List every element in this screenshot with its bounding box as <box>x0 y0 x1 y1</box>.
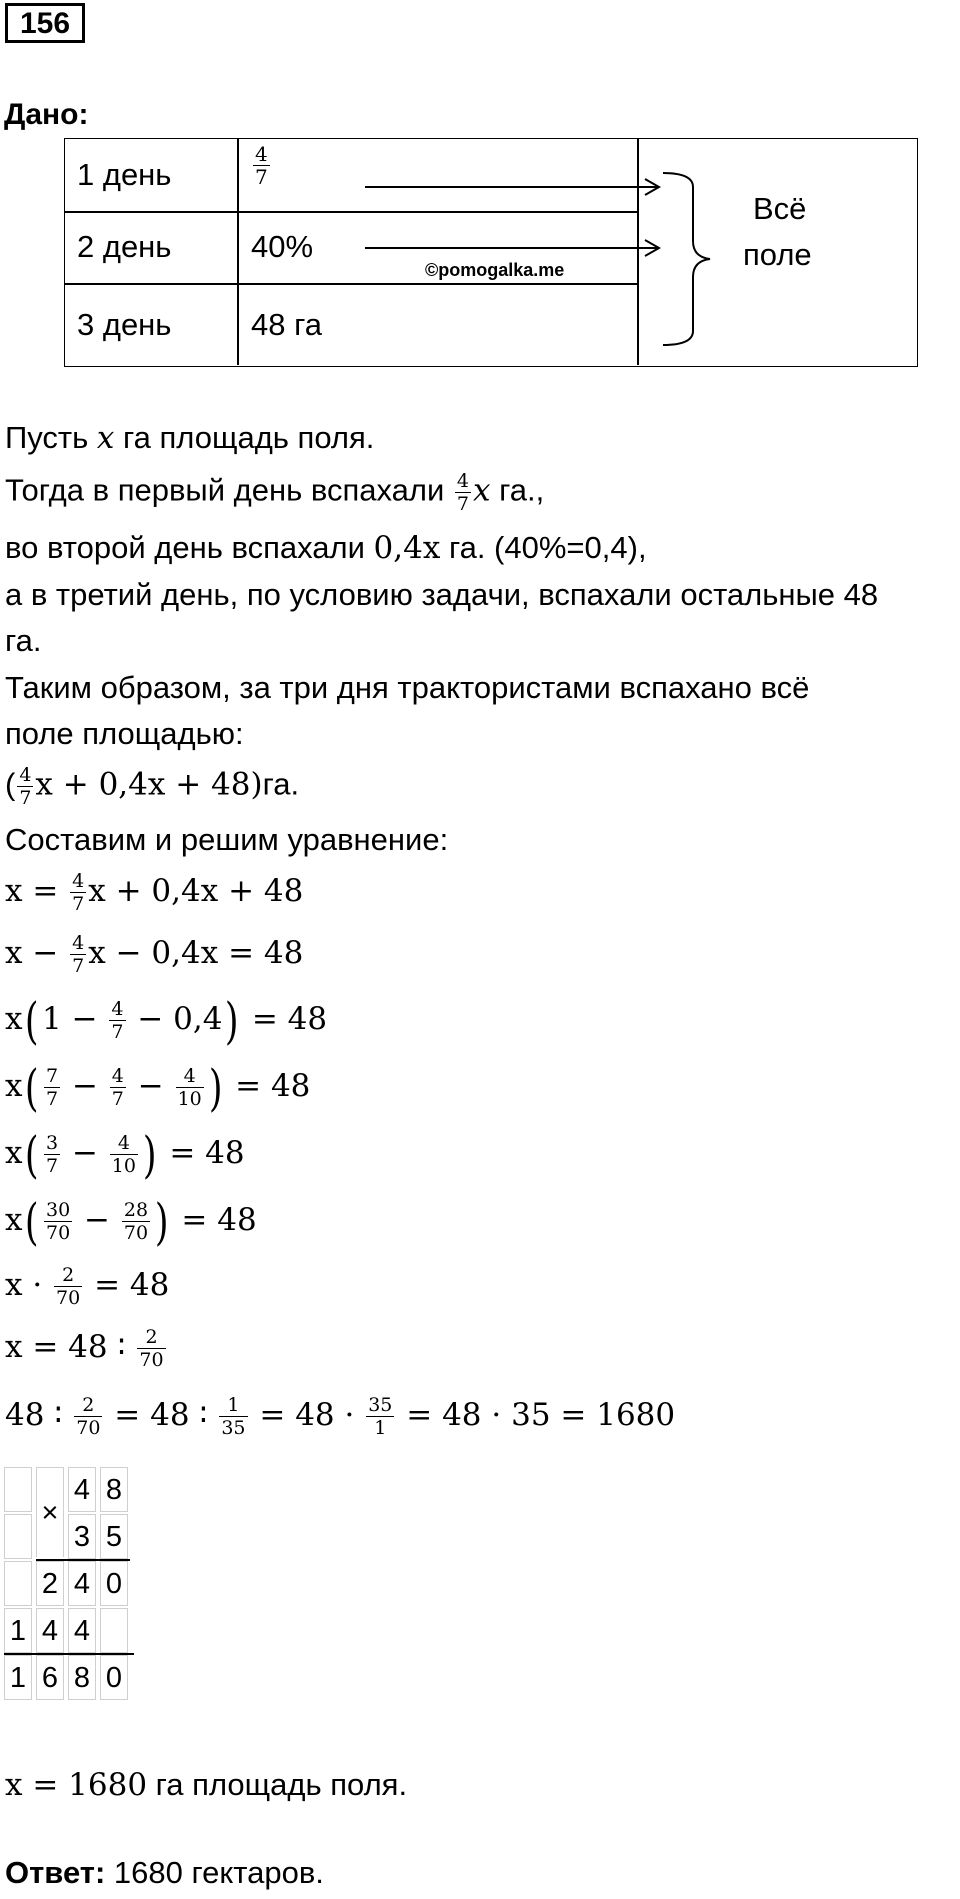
mult-cell: 4 <box>68 1467 96 1512</box>
equation-2: x − $\frac{4}{7}$ x − 0,4x = 48 <box>5 932 304 977</box>
given-table <box>64 138 918 367</box>
total-line-1: Всё <box>753 191 807 226</box>
mult-cell <box>4 1514 32 1559</box>
mult-cell: 6 <box>36 1655 64 1700</box>
curly-brace <box>663 173 710 345</box>
mult-cell: 4 <box>68 1561 96 1606</box>
equation-4: x( $\frac{7}{7}$ − $\frac{4}{7}$ − $\frac{4}{10}$ ) = 48 <box>5 1058 311 1117</box>
mult-cell: 0 <box>100 1655 128 1700</box>
text-line-1: Пусть x га площадь поля. <box>5 420 375 456</box>
mult-cell <box>4 1467 32 1512</box>
problem-number: 156 <box>5 3 85 43</box>
day-2-label: 2 день <box>77 229 172 264</box>
mult-cell <box>4 1561 32 1606</box>
mult-cell: 4 <box>36 1608 64 1653</box>
day-1-label: 1 день <box>77 157 172 192</box>
mult-cell: 3 <box>68 1514 96 1559</box>
mult-cell: 2 <box>36 1561 64 1606</box>
text-line-5: га. <box>5 623 42 658</box>
mult-cell: 8 <box>100 1467 128 1512</box>
mult-cell: 1 <box>4 1608 32 1653</box>
given-label: Дано: <box>4 98 89 131</box>
text-line-4: а в третий день, по условию задачи, вспахали остальные 48 <box>5 577 879 612</box>
mult-cell: 5 <box>100 1514 128 1559</box>
result-line: x = 1680 га площадь поля. <box>5 1767 408 1803</box>
mult-cell: 8 <box>68 1655 96 1700</box>
mult-rule <box>36 1559 130 1561</box>
equation-5: x( $\frac{3}{7}$ − $\frac{4}{10}$ ) = 48 <box>5 1125 245 1184</box>
equation-7: x · $\frac{2}{70}$ = 48 <box>5 1264 170 1309</box>
mult-cell: 4 <box>68 1608 96 1653</box>
day-1-amount: $\frac{4}{7}$ <box>255 142 268 189</box>
mult-cell <box>100 1608 128 1653</box>
text-line-3: во второй день вспахали 0,4x га. (40%=0,4), <box>5 530 647 566</box>
day-2-amount: 40% <box>251 229 314 264</box>
text-line-2: Тогда в первый день вспахали $\frac{4}{7}$ x га., <box>5 470 545 515</box>
day-3-label: 3 день <box>77 307 172 342</box>
mult-cell: 1 <box>4 1655 32 1700</box>
equation-1: x = $\frac{4}{7}$ x + 0,4x + 48 <box>5 870 304 915</box>
equation-3: x(1 − $\frac{4}{7}$ − 0,4) = 48 <box>5 991 328 1050</box>
mult-rule <box>4 1653 134 1655</box>
mult-cell: 0 <box>100 1561 128 1606</box>
text-line-8: ( $\frac{4}{7}$ x + 0,4x + 48)га. <box>5 764 300 809</box>
answer-line: Ответ: 1680 гектаров. <box>5 1855 324 1890</box>
text-line-9: Составим и решим уравнение: <box>5 822 449 857</box>
watermark: ©pomogalka.me <box>425 260 565 280</box>
total-line-2: поле <box>743 237 812 272</box>
equation-9: 48 ∶ $\frac{2}{70}$ = 48 ∶ $\frac{1}{35}$ = 48 · $\frac{35}{1}$ = 48 · 35 = 1680 <box>5 1394 676 1439</box>
text-line-7: поле площадью: <box>5 716 244 751</box>
equation-8: x = 48 ∶ $\frac{2}{70}$ <box>5 1326 164 1371</box>
mult-sign: × <box>36 1467 64 1557</box>
text-line-6: Таким образом, за три дня трактористами вспахано всё <box>5 670 810 705</box>
equation-6: x( $\frac{30}{70}$ − $\frac{28}{70}$ ) = 48 <box>5 1192 257 1251</box>
day-3-amount: 48 га <box>251 307 322 342</box>
